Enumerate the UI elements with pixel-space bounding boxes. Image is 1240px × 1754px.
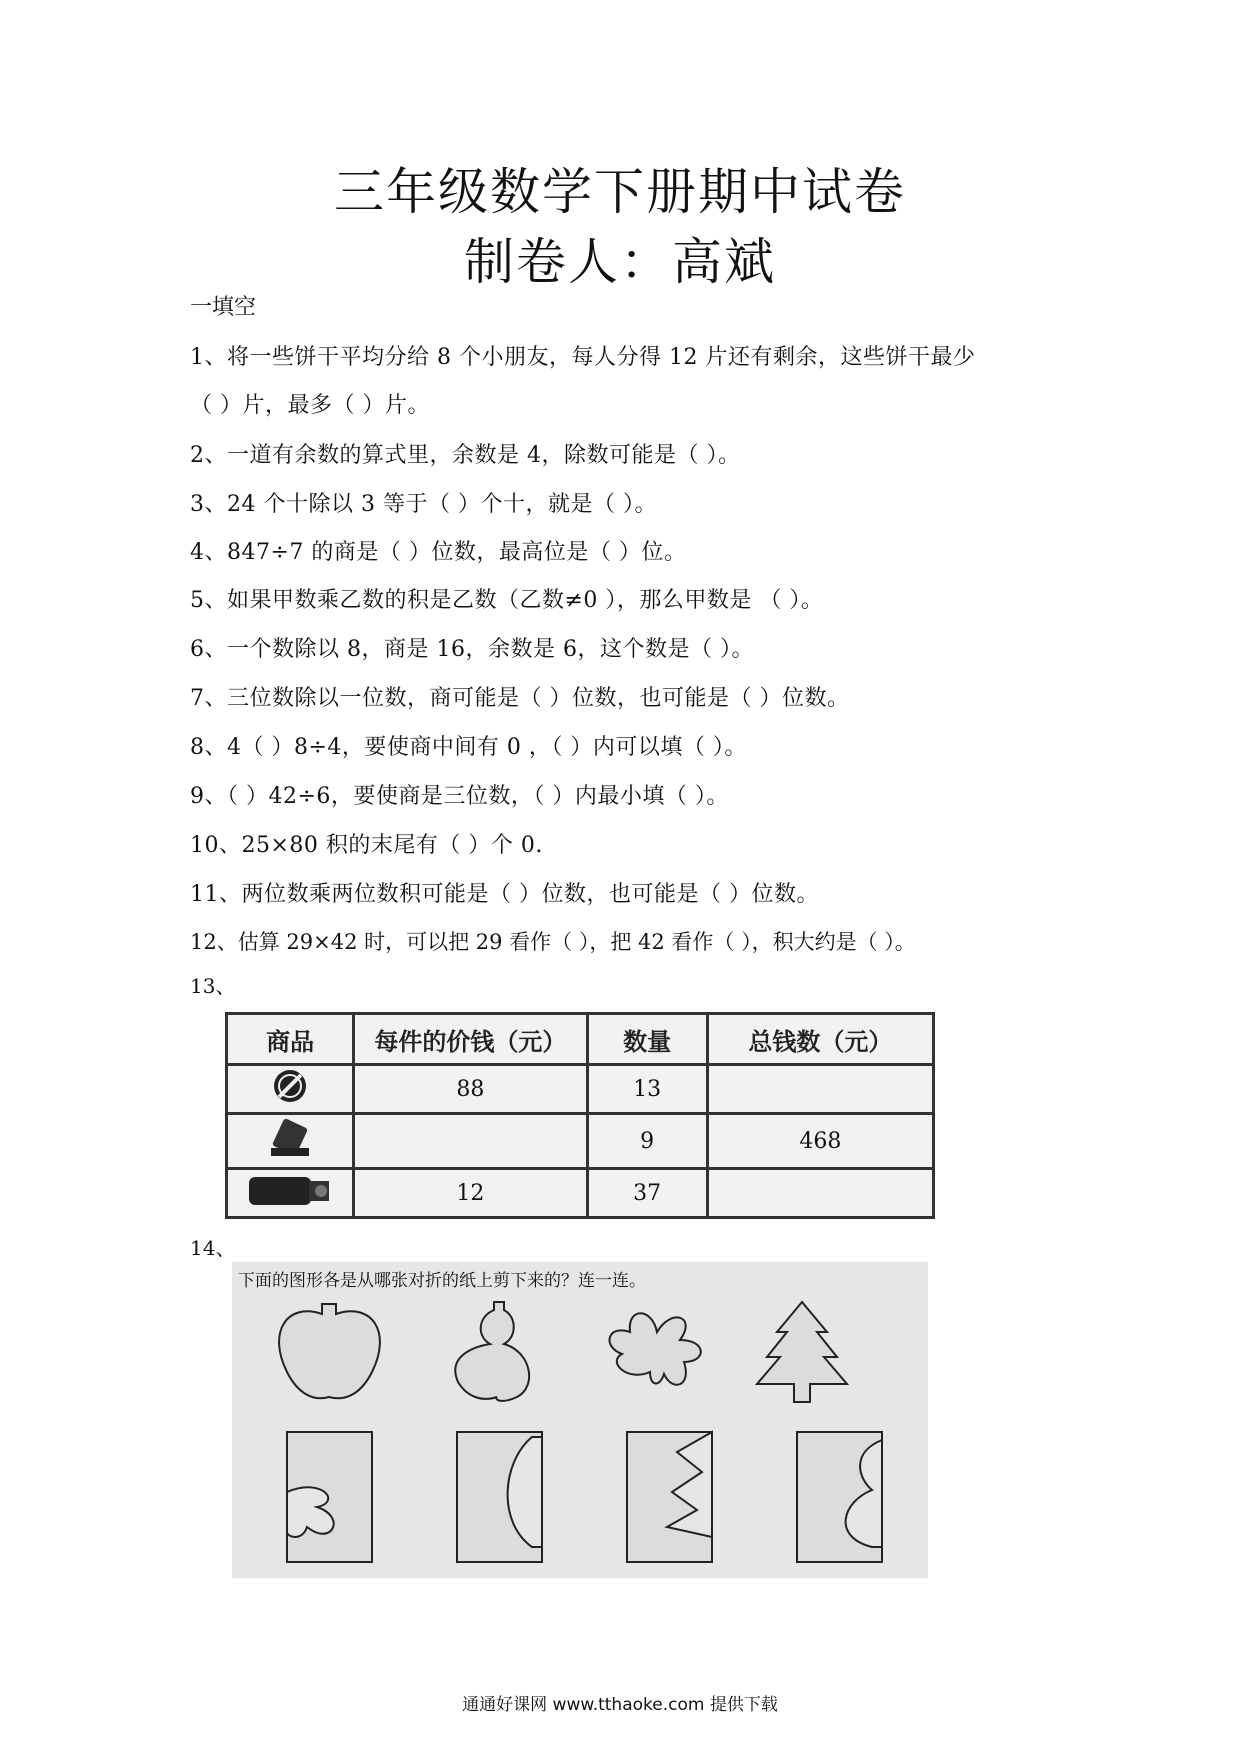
question-7: 7、三位数除以一位数，商可能是（ ）位数，也可能是（ ）位数。 xyxy=(190,686,850,711)
author-line: 制卷人：高斌 xyxy=(464,233,776,291)
table-row xyxy=(227,1114,934,1169)
table-cell: 9 xyxy=(587,1114,707,1169)
table-header: 总钱数（元） xyxy=(707,1014,933,1065)
question-11: 11、两位数乘两位数积可能是（ ）位数，也可能是（ ）位数。 xyxy=(190,882,819,907)
table-cell xyxy=(707,1065,933,1114)
tree-shape xyxy=(757,1302,847,1402)
table-header-row xyxy=(227,1014,934,1065)
price-table xyxy=(225,1012,935,1219)
footer-credit: 通通好课网 www.tthaoke.com 提供下载 xyxy=(462,1695,778,1715)
question-5: 5、如果甲数乘乙数的积是乙数（乙数≠0 ），那么甲数是 （ ）。 xyxy=(190,588,824,613)
question-1: 1、将一些饼干平均分给 8 个小朋友，每人分得 12 片还有剩余，这些饼干最少 xyxy=(190,345,976,370)
wing-cutout xyxy=(287,1487,334,1537)
section-heading: 一填空 xyxy=(190,295,257,320)
table-cell: 88 xyxy=(354,1065,587,1114)
page-title: 三年级数学下册期中试卷 xyxy=(334,163,906,221)
question-13-label: 13、 xyxy=(190,974,236,998)
question-12: 12、估算 29×42 时，可以把 29 看作（ ），把 42 看作（ ），积大约是（ ）。 xyxy=(190,930,916,954)
question-3: 3、24 个十除以 3 等于（ ）个十，就是（ ）。 xyxy=(190,492,657,517)
phone-icon xyxy=(227,1114,354,1169)
gourd-shape xyxy=(455,1302,529,1401)
figure-caption: 下面的图形各是从哪张对折的纸上剪下来的？连一连。 xyxy=(238,1271,646,1291)
table-cell: 468 xyxy=(707,1114,933,1169)
apple-shape xyxy=(279,1304,380,1398)
question-10: 10、25×80 积的末尾有（ ）个 0. xyxy=(190,833,543,858)
question-2: 2、一道有余数的算式里，余数是 4，除数可能是（ ）。 xyxy=(190,443,741,468)
question-8: 8、4（ ）8÷4，要使商中间有 0 ，（ ）内可以填（ ）。 xyxy=(190,735,747,760)
cut-shapes-drawing xyxy=(232,1262,928,1578)
question-9: 9、（ ）42÷6，要使商是三位数，（ ）内最小填（ ）。 xyxy=(190,784,729,809)
projector-icon xyxy=(227,1169,354,1218)
table-cell xyxy=(707,1169,933,1218)
table-cell: 12 xyxy=(354,1169,587,1218)
table-cell xyxy=(354,1114,587,1169)
flower-shape xyxy=(610,1313,701,1385)
table-header: 商品 xyxy=(227,1014,354,1065)
table-header: 数量 xyxy=(587,1014,707,1065)
question-14-label: 14、 xyxy=(190,1236,236,1260)
basketball-icon xyxy=(227,1065,354,1114)
folded-paper-figure xyxy=(232,1262,928,1578)
question-1-cont: （ ）片，最多（ ）片。 xyxy=(190,393,430,418)
table-row xyxy=(227,1065,934,1114)
table-cell: 37 xyxy=(587,1169,707,1218)
table-row xyxy=(227,1169,934,1218)
question-4: 4、847÷7 的商是（ ）位数，最高位是（ ）位。 xyxy=(190,540,687,565)
table-header: 每件的价钱（元） xyxy=(354,1014,587,1065)
table-cell: 13 xyxy=(587,1065,707,1114)
question-6: 6、一个数除以 8，商是 16，余数是 6，这个数是（ ）。 xyxy=(190,637,754,662)
